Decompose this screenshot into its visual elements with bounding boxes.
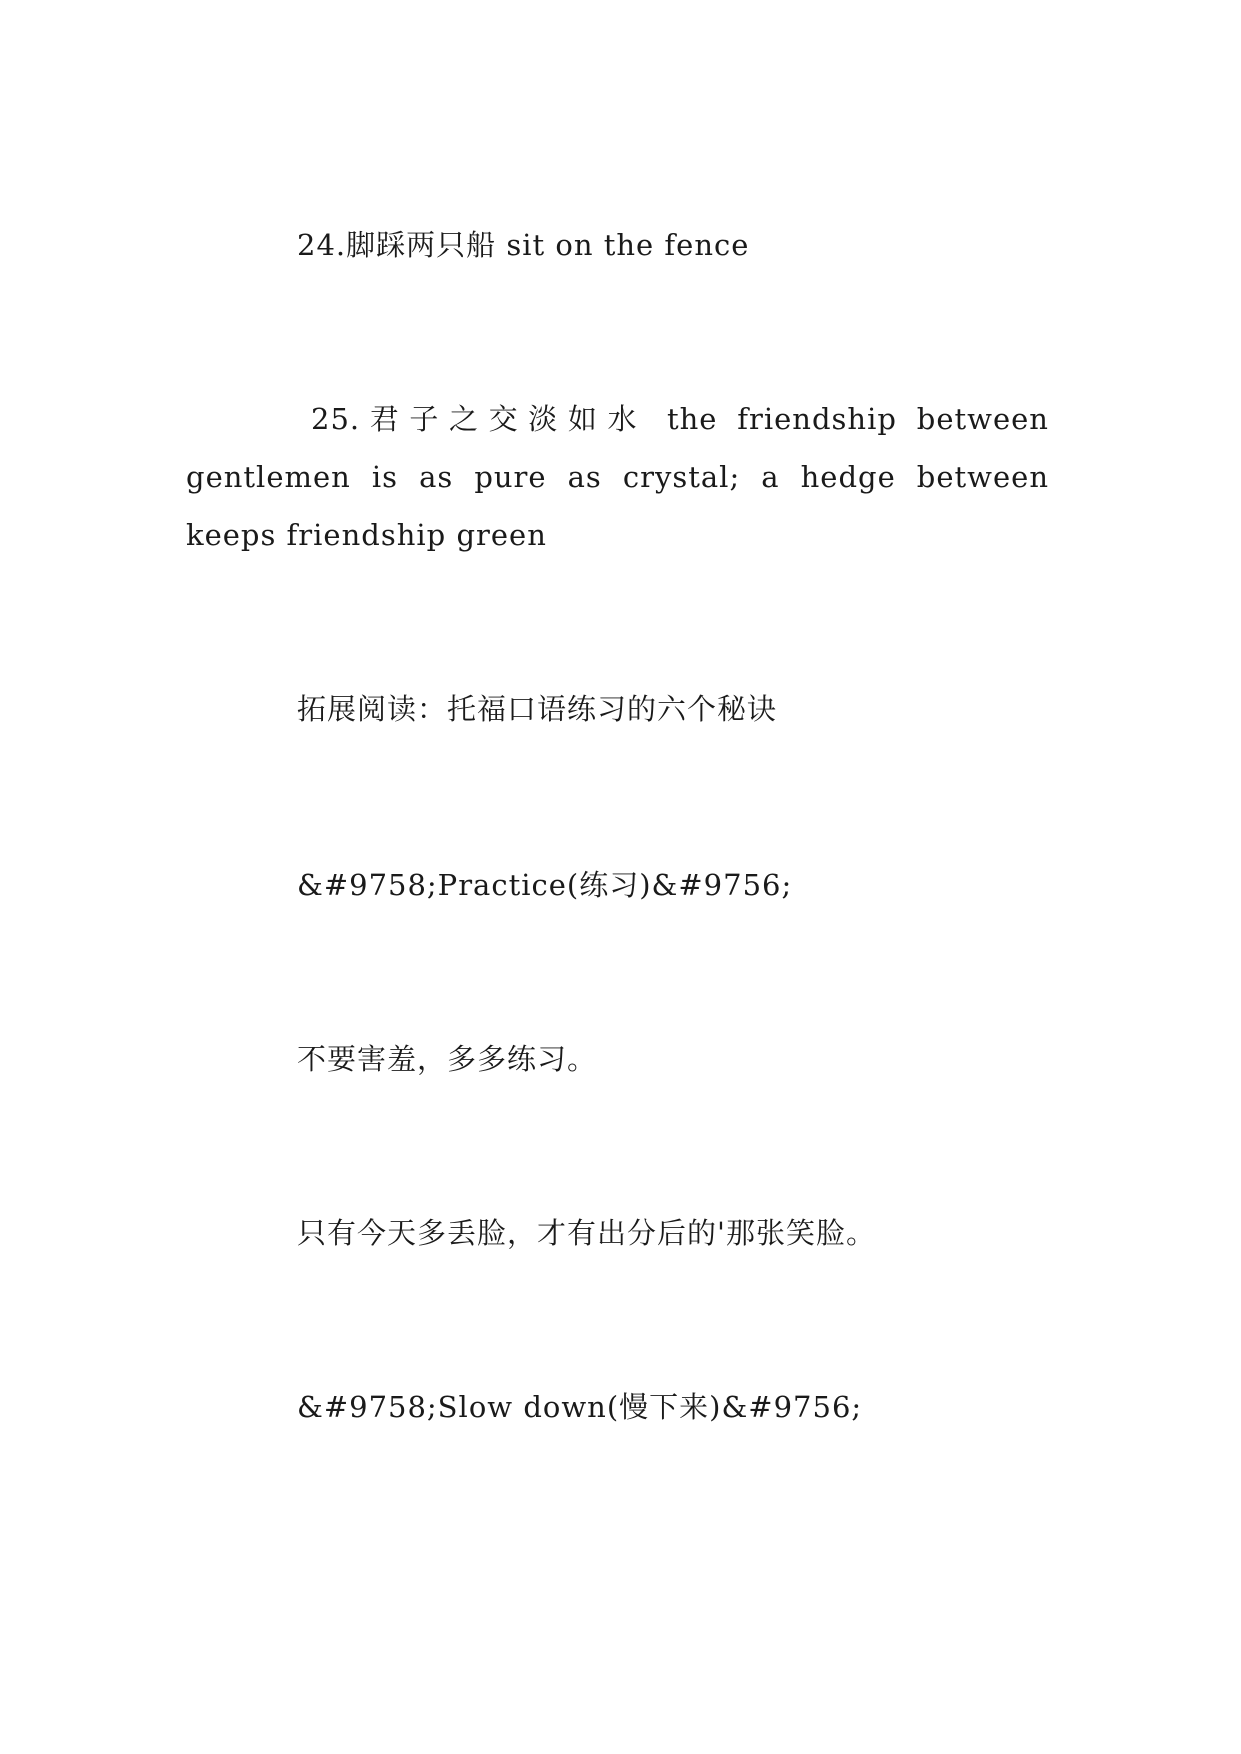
paragraph-idiom-24: 24.脚踩两只船 sit on the fence bbox=[297, 228, 750, 262]
paragraph-lose-face-today: 只有今天多丢脸，才有出分后的'那张笑脸。 bbox=[297, 1216, 876, 1250]
tip-heading-practice: &#9758;Practice(练习)&#9756; bbox=[297, 868, 793, 902]
paragraph-idiom-25: 25.君子之交淡如水 the friendship between gentlemen is as pure as crystal; a hedge between keeps friendship green bbox=[186, 402, 1049, 552]
extended-reading-heading: 拓展阅读：托福口语练习的六个秘诀 bbox=[297, 692, 778, 726]
paragraph-dont-be-shy: 不要害羞，多多练习。 bbox=[297, 1042, 598, 1076]
tip-heading-slow-down: &#9758;Slow down(慢下来)&#9756; bbox=[297, 1390, 863, 1424]
